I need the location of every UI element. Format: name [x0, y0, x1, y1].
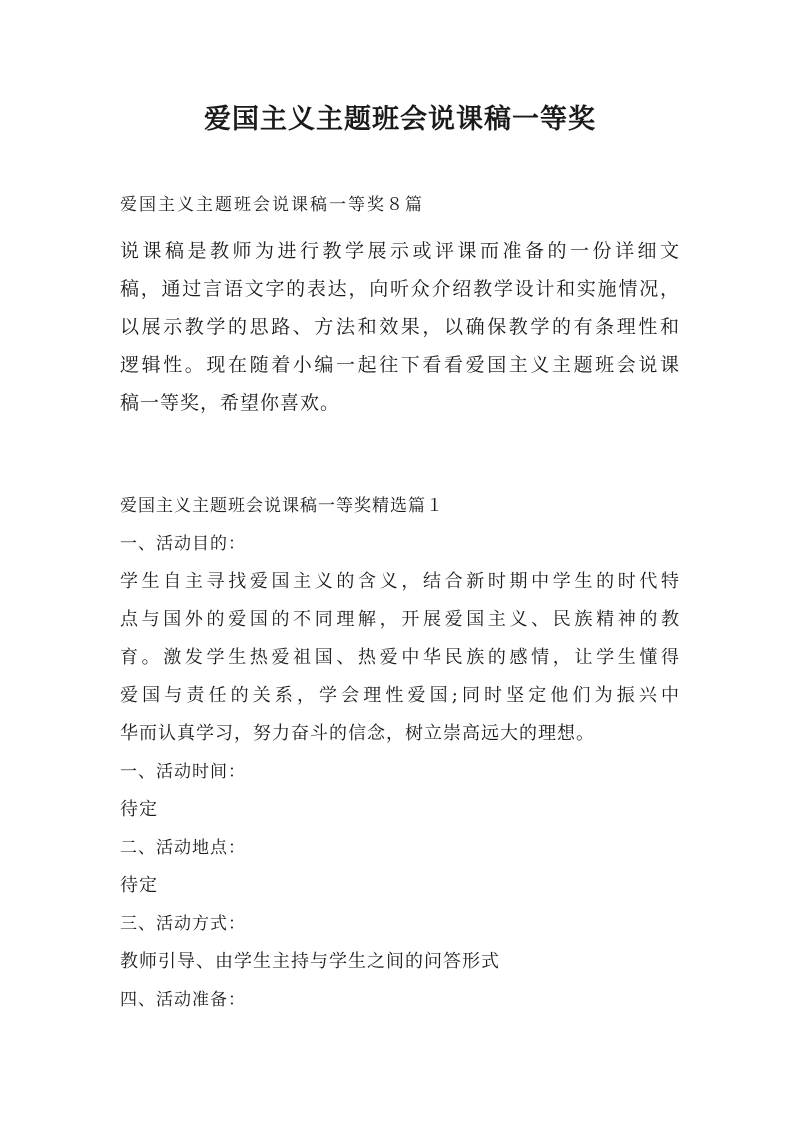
purpose-line: 点与国外的爱国的不同理解，开展爱国主义、民族精神的教	[120, 609, 680, 630]
method-heading: 三、活动方式：	[120, 914, 246, 934]
time-heading: 一、活动时间：	[120, 762, 246, 782]
document-subtitle: 爱国主义主题班会说课稿一等奖８篇	[120, 195, 424, 215]
intro-line: 以展示教学的思路、方法和效果，以确保教学的有条理性和	[120, 316, 680, 338]
purpose-line: 华而认真学习，努力奋斗的信念，树立崇高远大的理想。	[120, 723, 595, 744]
purpose-line: 爱国与责任的关系，学会理性爱国;同时坚定他们为振兴中	[120, 685, 680, 706]
intro-line: 逻辑性。现在随着小编一起往下看看爱国主义主题班会说课	[120, 354, 680, 376]
intro-line: 说课稿是教师为进行教学展示或评课而准备的一份详细文	[120, 240, 680, 262]
prep-heading: 四、活动准备：	[120, 990, 246, 1010]
section-title: 爱国主义主题班会说课稿一等奖精选篇１	[120, 496, 444, 516]
place-value: 待定	[120, 875, 158, 896]
place-heading: 二、活动地点：	[120, 838, 246, 858]
purpose-line: 育。激发学生热爱祖国、热爱中华民族的感情，让学生懂得	[120, 647, 680, 668]
purpose-heading: 一、活动目的：	[120, 534, 246, 554]
intro-paragraph	[120, 232, 680, 422]
time-value: 待定	[120, 799, 158, 820]
section-1	[120, 487, 680, 1019]
intro-line: 稿一等奖，希望你喜欢。	[120, 392, 341, 414]
intro-line: 稿，通过言语文字的表达，向听众介绍教学设计和实施情况，	[120, 278, 680, 300]
purpose-line: 学生自主寻找爱国主义的含义，结合新时期中学生的时代特	[120, 571, 680, 592]
document-title: 爱国主义主题班会说课稿一等奖	[204, 104, 596, 135]
method-value: 教师引导、由学生主持与学生之间的问答形式	[120, 951, 500, 972]
